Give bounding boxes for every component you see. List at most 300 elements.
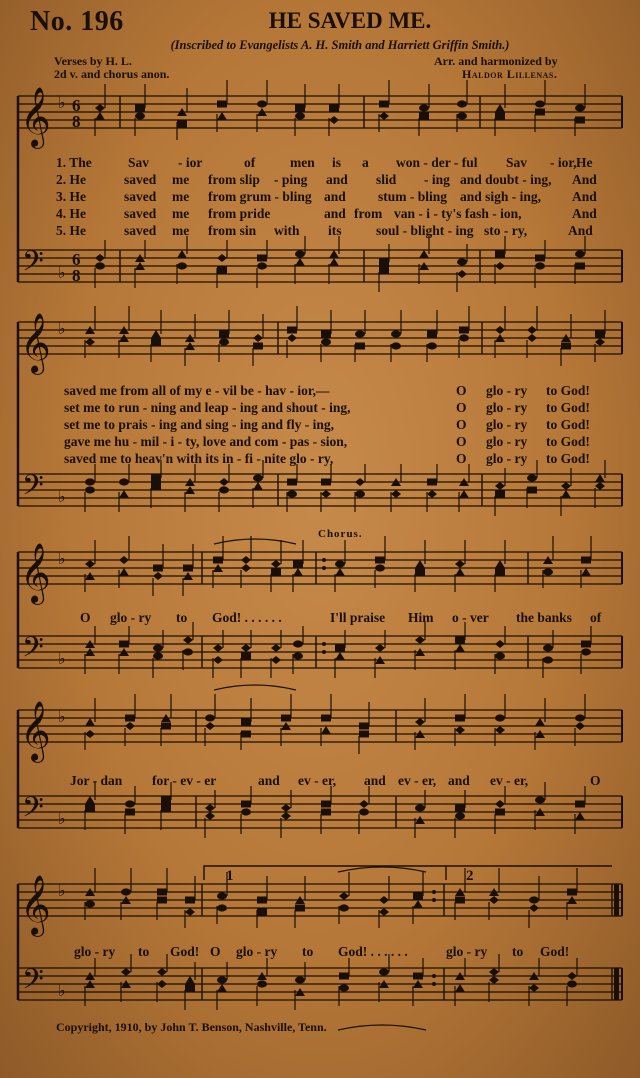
chorus-lyric-line-1	[0, 610, 640, 626]
note-head-icon	[561, 343, 571, 350]
note-head-icon	[339, 973, 349, 980]
note-head-icon	[219, 486, 229, 493]
note-head-icon	[121, 968, 131, 976]
note-head-icon	[295, 976, 305, 983]
lyric-syllable: from slip	[208, 172, 260, 187]
lyric-syllable: glo - ry	[486, 434, 528, 449]
note-head-icon	[529, 904, 539, 912]
lyric-syllable: to God!	[546, 451, 590, 466]
note-head-icon	[413, 893, 423, 900]
note-head-icon	[575, 263, 585, 270]
lyric-syllable: sto - ry,	[484, 223, 528, 238]
note-head-icon	[359, 808, 369, 815]
note-head-icon	[495, 104, 505, 112]
note-head-icon	[355, 330, 365, 337]
note-head-icon	[415, 569, 425, 576]
note-head-icon	[455, 984, 465, 992]
note-head-icon	[177, 262, 187, 269]
note-head-icon	[379, 968, 389, 975]
lyric-syllable: set me to run - ning and leap - ing and shout - ing,	[64, 400, 351, 415]
lyric-syllable: glo - ry	[236, 944, 278, 959]
note-head-icon	[287, 490, 297, 497]
note-head-icon	[161, 805, 171, 812]
note-head-icon	[185, 908, 195, 916]
lyric-syllable: God!	[170, 944, 200, 959]
lyric-syllable: 5. He	[56, 223, 86, 238]
note-head-icon	[295, 905, 305, 912]
note-head-icon	[527, 326, 537, 334]
lyric-syllable: to God!	[546, 434, 590, 449]
note-head-icon	[321, 479, 331, 486]
flat-sign-icon: ♭	[58, 809, 66, 828]
note-head-icon	[151, 330, 161, 338]
lyric-syllable: ev - er,	[298, 773, 337, 788]
repeat-dot	[432, 974, 436, 978]
note-head-icon	[95, 112, 105, 120]
repeat-dot	[322, 566, 326, 570]
note-head-icon	[281, 812, 291, 820]
lyric-syllable: O	[456, 451, 467, 466]
lyric-syllable: with	[274, 223, 300, 238]
note-head-icon	[495, 569, 505, 576]
note-head-icon	[455, 644, 465, 652]
verse-1-line-2	[0, 383, 640, 399]
note-head-icon	[359, 731, 369, 738]
lyric-syllable: 3. He	[56, 189, 86, 204]
lyric-syllable: I'll praise	[330, 610, 386, 625]
note-head-icon	[151, 339, 161, 346]
note-head-icon	[595, 331, 605, 338]
note-head-icon	[329, 258, 339, 266]
lyric-syllable: of	[244, 155, 256, 170]
note-head-icon	[183, 636, 193, 644]
note-head-icon	[241, 801, 251, 808]
lyric-syllable: Sav	[128, 155, 150, 170]
note-head-icon	[241, 564, 251, 572]
note-head-icon	[153, 565, 163, 572]
note-head-icon	[415, 560, 425, 568]
lyric-syllable: from pride	[208, 206, 271, 221]
final-barline	[614, 884, 619, 916]
lyric-syllable: 1. The	[56, 155, 92, 170]
note-head-icon	[455, 897, 465, 904]
lyric-syllable: And	[572, 189, 597, 204]
flat-sign-icon: ♭	[58, 263, 66, 282]
lyric-syllable: men	[290, 155, 315, 170]
note-head-icon	[125, 722, 135, 730]
note-head-icon	[271, 560, 281, 568]
note-head-icon	[293, 561, 303, 568]
note-head-icon	[85, 718, 95, 726]
lyric-syllable: O	[456, 417, 467, 432]
lyric-syllable: o - ver	[452, 610, 489, 625]
note-head-icon	[95, 254, 105, 262]
note-head-icon	[575, 714, 585, 721]
note-head-icon	[495, 714, 505, 721]
note-head-icon	[415, 718, 425, 726]
note-head-icon	[253, 474, 263, 481]
note-head-icon	[355, 478, 365, 486]
lyric-syllable: glo - ry	[486, 451, 528, 466]
note-head-icon	[161, 797, 171, 804]
lyricist-credit-note: 2d v. and chorus anon.	[54, 67, 170, 81]
flat-sign-icon: ♭	[58, 487, 66, 506]
repeat-dot	[432, 898, 436, 902]
note-head-icon	[561, 482, 571, 490]
note-head-icon	[85, 796, 95, 804]
lyric-syllable: and	[326, 172, 348, 187]
note-head-icon	[241, 556, 251, 564]
note-head-icon	[595, 474, 605, 482]
verse-5-line-2	[0, 451, 640, 467]
lyric-syllable: is	[332, 155, 342, 170]
tie-arc	[214, 539, 296, 544]
bass-clef-icon: 𝄢	[22, 631, 44, 671]
lyric-syllable: me	[172, 223, 190, 238]
note-head-icon	[529, 896, 539, 903]
note-head-icon	[375, 644, 385, 652]
note-head-icon	[125, 809, 135, 816]
note-head-icon	[119, 556, 129, 564]
lyric-syllable: saved	[124, 206, 157, 221]
note-head-icon	[125, 800, 135, 807]
time-signature-top: 6	[72, 250, 81, 269]
note-head-icon	[153, 652, 163, 659]
note-head-icon	[355, 343, 365, 350]
lyric-syllable: - ior	[178, 155, 203, 170]
note-head-icon	[495, 482, 505, 490]
bass-clef-icon: 𝄢	[22, 963, 44, 1003]
note-head-icon	[241, 731, 251, 738]
note-head-icon	[329, 105, 339, 112]
flat-sign-icon: ♭	[58, 707, 66, 726]
note-head-icon	[391, 490, 401, 498]
note-head-icon	[415, 804, 425, 811]
note-head-icon	[413, 973, 423, 980]
note-head-icon	[257, 980, 267, 987]
copyright-notice: Copyright, 1910, by John T. Benson, Nashville, Tenn.	[56, 1020, 327, 1034]
lyric-syllable: Jor - dan	[70, 773, 123, 788]
note-head-icon	[271, 569, 281, 576]
note-head-icon	[217, 254, 227, 262]
note-head-icon	[575, 104, 585, 111]
note-head-icon	[459, 490, 469, 498]
note-head-icon	[495, 809, 505, 816]
note-head-icon	[455, 726, 465, 734]
note-head-icon	[427, 331, 437, 338]
note-head-icon	[85, 478, 95, 485]
note-head-icon	[339, 904, 349, 911]
note-head-icon	[535, 100, 545, 107]
lyric-syllable: Sav	[506, 155, 528, 170]
note-head-icon	[151, 475, 161, 482]
note-head-icon	[457, 100, 467, 107]
note-head-icon	[359, 800, 369, 808]
note-head-icon	[183, 648, 193, 655]
lyric-syllable: glo - ry	[74, 944, 116, 959]
note-head-icon	[85, 486, 95, 493]
lyric-syllable: me	[172, 172, 190, 187]
note-head-icon	[205, 812, 215, 820]
lyric-syllable: and doubt - ing,	[460, 172, 552, 187]
note-head-icon	[595, 338, 605, 346]
arranger-name: Haldor Lillenas.	[462, 67, 558, 81]
repeat-dot	[322, 558, 326, 562]
note-head-icon	[295, 258, 305, 266]
note-head-icon	[419, 113, 429, 120]
note-head-icon	[575, 250, 585, 257]
note-head-icon	[253, 482, 263, 490]
first-ending-number: 1	[226, 868, 234, 884]
note-head-icon	[567, 889, 577, 896]
bass-clef-icon: 𝄢	[22, 245, 44, 285]
note-head-icon	[455, 568, 465, 576]
note-head-icon	[157, 968, 167, 976]
note-head-icon	[335, 652, 345, 660]
note-head-icon	[281, 804, 291, 812]
note-head-icon	[495, 560, 505, 568]
note-head-icon	[253, 343, 263, 350]
note-head-icon	[205, 714, 215, 721]
note-head-icon	[177, 250, 187, 258]
lyric-syllable: God!	[540, 944, 570, 959]
lyric-syllable: And	[568, 223, 593, 238]
note-head-icon	[413, 900, 423, 908]
note-head-icon	[529, 984, 539, 992]
note-head-icon	[535, 255, 545, 262]
verse-5-line-1	[0, 223, 640, 239]
note-head-icon	[157, 889, 167, 896]
note-head-icon	[419, 104, 429, 111]
lyric-syllable: from sin	[208, 223, 257, 238]
lyricist-credit: Verses by H. L.	[54, 54, 132, 68]
chorus-label: Chorus.	[318, 528, 363, 540]
note-head-icon	[581, 557, 591, 564]
lyric-syllable: ev - er,	[490, 773, 529, 788]
note-head-icon	[125, 715, 135, 722]
note-head-icon	[321, 715, 331, 722]
lyric-syllable: And	[572, 172, 597, 187]
note-head-icon	[257, 262, 267, 269]
flat-sign-icon: ♭	[58, 549, 66, 568]
note-head-icon	[295, 112, 305, 119]
arranger-credit: Arr. and harmonized by	[434, 54, 558, 68]
note-head-icon	[379, 112, 389, 120]
note-head-icon	[185, 897, 195, 904]
note-head-icon	[455, 715, 465, 722]
lyric-syllable: and	[448, 773, 470, 788]
note-head-icon	[85, 805, 95, 812]
note-head-icon	[567, 972, 577, 980]
note-head-icon	[213, 557, 223, 564]
repeat-dot	[432, 982, 436, 986]
chorus-lyric-line-3	[0, 944, 640, 960]
note-head-icon	[455, 560, 465, 568]
note-head-icon	[293, 640, 303, 647]
note-head-icon	[281, 715, 291, 722]
verse-4-line-1	[0, 206, 640, 222]
note-head-icon	[95, 262, 105, 269]
flat-sign-icon: ♭	[58, 93, 66, 112]
note-head-icon	[287, 334, 297, 342]
note-head-icon	[581, 648, 591, 655]
repeat-dot	[322, 642, 326, 646]
lyric-syllable: O	[590, 773, 601, 788]
note-head-icon	[241, 808, 251, 815]
lyric-syllable: glo - ry	[486, 417, 528, 432]
lyric-syllable: O	[210, 944, 221, 959]
second-ending-number: 2	[466, 868, 474, 884]
note-head-icon	[459, 327, 469, 334]
verse-3-line-2	[0, 417, 640, 433]
bass-clef-icon: 𝄢	[22, 469, 44, 509]
note-head-icon	[257, 897, 267, 904]
note-head-icon	[379, 896, 389, 904]
lyric-syllable: 4. He	[56, 206, 86, 221]
lyric-syllable: me	[172, 206, 190, 221]
note-head-icon	[527, 474, 537, 481]
lyric-syllable: of	[590, 610, 602, 625]
note-head-icon	[205, 804, 215, 812]
note-head-icon	[157, 980, 167, 988]
time-signature-bottom: 8	[72, 112, 81, 131]
hymn-title: HE SAVED ME.	[268, 8, 432, 33]
repeat-dot	[432, 890, 436, 894]
lyric-syllable: to God!	[546, 383, 590, 398]
lyric-syllable: to	[176, 610, 188, 625]
note-head-icon	[455, 805, 465, 812]
note-head-icon	[241, 653, 251, 660]
lyric-syllable: God! . . . . . .	[338, 944, 408, 959]
lyric-syllable: And	[572, 206, 597, 221]
note-head-icon	[495, 262, 505, 270]
note-head-icon	[455, 637, 465, 644]
note-head-icon	[161, 723, 171, 730]
lyric-syllable: and	[324, 189, 346, 204]
note-head-icon	[293, 652, 303, 659]
lyric-syllable: won - der - ful	[396, 155, 478, 170]
note-head-icon	[543, 644, 553, 651]
note-head-icon	[121, 888, 131, 895]
note-head-icon	[293, 568, 303, 576]
note-head-icon	[321, 801, 331, 808]
note-head-icon	[321, 726, 331, 734]
note-head-icon	[575, 812, 585, 820]
lyric-syllable: to	[302, 944, 314, 959]
note-head-icon	[95, 104, 105, 112]
note-head-icon	[495, 652, 505, 659]
note-head-icon	[295, 105, 305, 112]
note-head-icon	[575, 117, 585, 124]
note-head-icon	[85, 338, 95, 346]
note-head-icon	[375, 564, 385, 571]
note-head-icon	[321, 338, 331, 345]
note-head-icon	[379, 259, 389, 266]
note-head-icon	[287, 327, 297, 334]
final-barline	[614, 968, 619, 1000]
lyric-syllable: glo - ry	[446, 944, 488, 959]
flat-sign-icon: ♭	[58, 981, 66, 1000]
lyric-syllable: to God!	[546, 417, 590, 432]
note-head-icon	[359, 723, 369, 730]
lyric-syllable: and sigh - ing,	[460, 189, 542, 204]
note-head-icon	[257, 100, 267, 107]
note-head-icon	[495, 251, 505, 258]
note-head-icon	[153, 644, 163, 651]
note-head-icon	[257, 909, 267, 916]
note-head-icon	[213, 656, 223, 664]
lyric-syllable: O	[456, 400, 467, 415]
note-head-icon	[543, 568, 553, 575]
lyric-syllable: glo - ry	[110, 610, 152, 625]
chorus-lyric-line-2	[0, 773, 640, 789]
note-head-icon	[457, 258, 467, 265]
lyric-syllable: O	[456, 383, 467, 398]
note-head-icon	[391, 330, 401, 337]
note-head-icon	[217, 892, 227, 899]
note-head-icon	[253, 334, 263, 342]
lyric-syllable: Him	[408, 610, 434, 625]
note-head-icon	[217, 267, 227, 274]
note-head-icon	[335, 568, 345, 576]
note-head-icon	[241, 719, 251, 726]
hymn-number: No. 196	[30, 6, 124, 37]
lyric-syllable: for - ev - er	[152, 773, 217, 788]
lyric-syllable: to	[138, 944, 150, 959]
lyric-syllable: me	[172, 189, 190, 204]
note-head-icon	[321, 331, 331, 338]
lyric-syllable: He	[576, 155, 593, 170]
lyric-syllable: soul - blight - ing	[376, 223, 474, 238]
lyric-syllable: O	[456, 434, 467, 449]
note-head-icon	[119, 568, 129, 576]
note-head-icon	[217, 101, 227, 108]
note-head-icon	[321, 490, 331, 498]
note-head-icon	[355, 490, 365, 497]
note-head-icon	[185, 976, 195, 984]
note-head-icon	[85, 560, 95, 568]
note-head-icon	[495, 800, 505, 808]
note-head-icon	[567, 980, 577, 987]
note-head-icon	[379, 101, 389, 108]
note-head-icon	[287, 479, 297, 486]
lyric-syllable: 2. He	[56, 172, 86, 187]
note-head-icon	[329, 116, 339, 124]
lyric-syllable: ev - er,	[398, 773, 437, 788]
note-head-icon	[119, 641, 129, 648]
lyric-syllable: slid	[376, 172, 397, 187]
lyric-syllable: and	[324, 206, 346, 221]
note-head-icon	[575, 801, 585, 808]
lyric-syllable: - ping	[274, 172, 308, 187]
verse-3-line-1	[0, 189, 640, 205]
note-head-icon	[581, 568, 591, 576]
note-head-icon	[527, 487, 537, 494]
treble-clef-icon: 𝄞	[20, 543, 51, 603]
note-head-icon	[495, 491, 505, 498]
treble-clef-icon: 𝄞	[20, 87, 51, 147]
flat-sign-icon: ♭	[58, 319, 66, 338]
note-head-icon	[217, 984, 227, 992]
note-head-icon	[535, 718, 545, 726]
treble-clef-icon: 𝄞	[20, 313, 51, 373]
note-head-icon	[459, 334, 469, 341]
note-head-icon	[379, 267, 389, 274]
lyric-syllable: van - i - ty's fash - ion,	[394, 206, 522, 221]
note-head-icon	[415, 636, 425, 644]
note-head-icon	[457, 112, 467, 119]
lyric-syllable: glo - ry	[486, 400, 528, 415]
